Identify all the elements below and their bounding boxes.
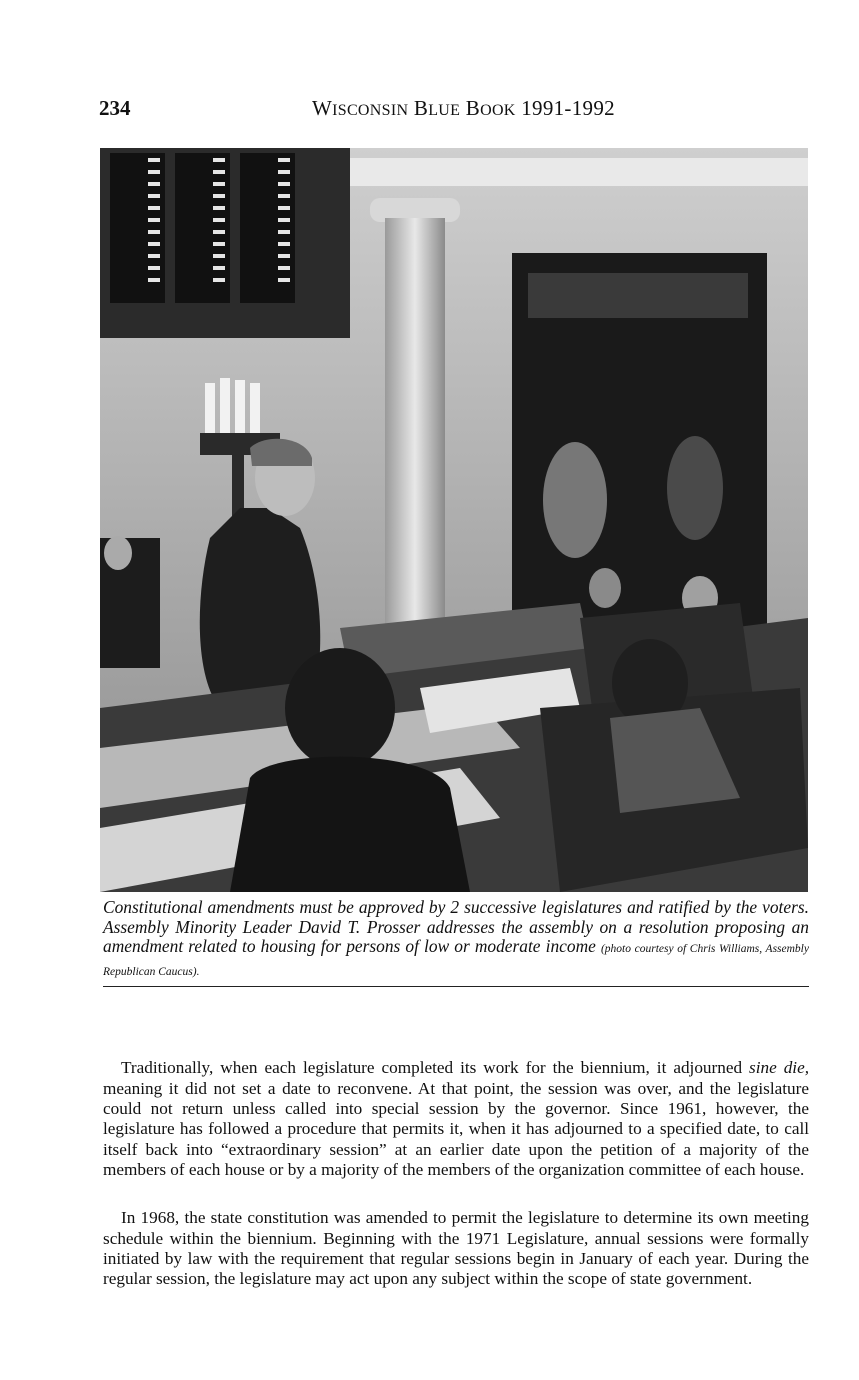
running-head [312,96,615,121]
caption-credit: (photo courtesy of Chris Williams, Assembly Republican Caucus). [103,943,809,978]
page-number: 234 [99,96,131,120]
running-head-isconsin: ISCONSIN [332,102,409,119]
running-head-b: B [413,96,429,120]
p1-after: meaning it did not set a date to reconvene. At that point, the session was over, and the legislature could not return unless called into special session by the governor. Since 1961, however, the legislature has followed a procedure that permits it, when it has adjourned to a specified date, to call itself back into “extraordinary session” at an earlier date upon the petition of a majority of the members of each house or by a majority of the members of the organization committee of each house. [103,1078,809,1180]
running-head-lue: LUE [428,102,461,119]
caption-text: Constitutional amendments must be approved by 2 successive legislatures and ratified by the voters. Assembly Minority Leader David T. Prosser addresses the assembly on a resolution proposing an amendment related to housing for persons of low or moderate income [103,897,809,956]
body-paragraph-2: In 1968, the state constitution was amended to permit the legislature to determine its own meeting schedule within the biennium. Beginning with the 1971 Legislature, annual sessions were formally initiated by law with the requirement that regular sessions begin in January of each year. During the regular session, the legislature may act upon any subject within the scope of state government. [103,1208,809,1289]
chamber-photo-illustration [100,148,808,892]
body-paragraph-1 [103,1058,809,1180]
p1-italic: sine die, [749,1058,809,1078]
chamber-photo [100,148,808,892]
caption-divider [103,986,809,987]
photo-caption [103,898,809,982]
running-head-ook: OOK [480,102,516,119]
running-head-years: 1991-1992 [521,96,615,120]
running-head-w: W [312,96,333,120]
p1-before: Traditionally, when each legislature completed its work for the biennium, it adjourned [121,1058,750,1078]
running-head-b2: B [465,96,481,120]
